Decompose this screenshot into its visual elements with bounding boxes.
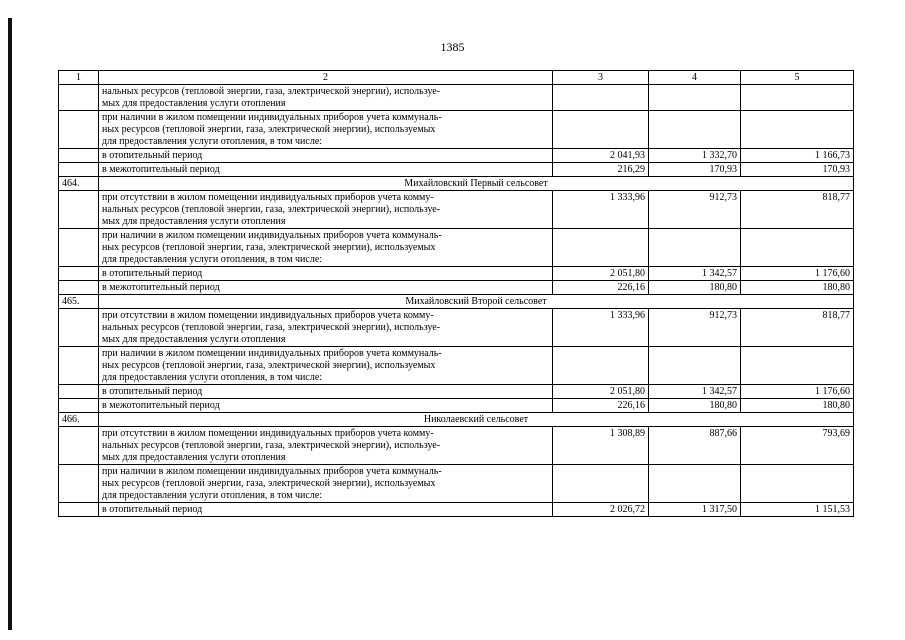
value-col-5: 170,93 bbox=[741, 163, 854, 177]
description-row bbox=[59, 465, 854, 503]
description-line: ных ресурсов (тепловой энергии, газа, электрической энергии), используемых bbox=[102, 124, 436, 135]
description-line: нальных ресурсов (тепловой энергии, газа, электрической энергии), используе- bbox=[102, 440, 441, 451]
description-line: при отсутствии в жилом помещении индивидуальных приборов учета комму- bbox=[102, 310, 434, 321]
tariff-table bbox=[58, 70, 854, 517]
value-col-5 bbox=[741, 465, 854, 503]
description-line: нальных ресурсов (тепловой энергии, газа, электрической энергии), используе- bbox=[102, 86, 441, 97]
description-line: в отопительный период bbox=[102, 504, 203, 515]
value-col-4 bbox=[649, 347, 741, 385]
value-col-4: 912,73 bbox=[649, 191, 741, 229]
description-line: при отсутствии в жилом помещении индивидуальных приборов учета комму- bbox=[102, 192, 434, 203]
value-col-3 bbox=[553, 347, 649, 385]
period-row bbox=[59, 149, 854, 163]
value-col-5 bbox=[741, 111, 854, 149]
description-line: мых для предоставления услуги отопления bbox=[102, 452, 286, 463]
row-number-cell bbox=[59, 309, 99, 347]
row-number-cell bbox=[59, 229, 99, 267]
period-row bbox=[59, 503, 854, 517]
row-description bbox=[99, 281, 553, 295]
value-col-4: 180,80 bbox=[649, 399, 741, 413]
description-line: мых для предоставления услуги отопления bbox=[102, 216, 286, 227]
region-row bbox=[59, 295, 854, 309]
row-description bbox=[99, 229, 553, 267]
value-col-4 bbox=[649, 465, 741, 503]
region-row bbox=[59, 413, 854, 427]
description-line: ных ресурсов (тепловой энергии, газа, электрической энергии), используемых bbox=[102, 242, 436, 253]
tariff-table-body bbox=[59, 71, 854, 517]
value-col-3: 2 026,72 bbox=[553, 503, 649, 517]
row-number-cell bbox=[59, 503, 99, 517]
description-line: при отсутствии в жилом помещении индивидуальных приборов учета комму- bbox=[102, 428, 434, 439]
row-description bbox=[99, 267, 553, 281]
value-col-3: 2 051,80 bbox=[553, 385, 649, 399]
row-description bbox=[99, 149, 553, 163]
row-description bbox=[99, 309, 553, 347]
description-line: при наличии в жилом помещении индивидуальных приборов учета коммуналь- bbox=[102, 466, 442, 477]
row-number-cell bbox=[59, 347, 99, 385]
row-number-cell bbox=[59, 281, 99, 295]
value-col-5 bbox=[741, 85, 854, 111]
value-col-5: 180,80 bbox=[741, 281, 854, 295]
row-number-cell bbox=[59, 399, 99, 413]
description-line: для предоставления услуги отопления, в том числе: bbox=[102, 372, 323, 383]
region-name: Михайловский Второй сельсовет bbox=[99, 295, 854, 309]
value-col-3: 226,16 bbox=[553, 399, 649, 413]
row-description bbox=[99, 85, 553, 111]
value-col-3: 216,29 bbox=[553, 163, 649, 177]
description-line: при наличии в жилом помещении индивидуальных приборов учета коммуналь- bbox=[102, 230, 442, 241]
table-header-row bbox=[59, 71, 854, 85]
description-line: в межотопительный период bbox=[102, 282, 220, 293]
row-number-cell bbox=[59, 163, 99, 177]
value-col-3 bbox=[553, 111, 649, 149]
period-row bbox=[59, 267, 854, 281]
value-col-5: 180,80 bbox=[741, 399, 854, 413]
value-col-5: 793,69 bbox=[741, 427, 854, 465]
value-col-3: 2 051,80 bbox=[553, 267, 649, 281]
value-col-5: 1 166,73 bbox=[741, 149, 854, 163]
column-header: 1 bbox=[59, 71, 99, 85]
description-line: в межотопительный период bbox=[102, 164, 220, 175]
description-row bbox=[59, 85, 854, 111]
description-line: при наличии в жилом помещении индивидуальных приборов учета коммуналь- bbox=[102, 348, 442, 359]
row-number-cell bbox=[59, 149, 99, 163]
description-line: в межотопительный период bbox=[102, 400, 220, 411]
region-number: 464. bbox=[59, 177, 99, 191]
value-col-4: 170,93 bbox=[649, 163, 741, 177]
row-description bbox=[99, 163, 553, 177]
value-col-3: 1 333,96 bbox=[553, 309, 649, 347]
row-description bbox=[99, 503, 553, 517]
period-row bbox=[59, 399, 854, 413]
description-line: для предоставления услуги отопления, в том числе: bbox=[102, 490, 323, 501]
region-row bbox=[59, 177, 854, 191]
description-line: в отопительный период bbox=[102, 268, 203, 279]
value-col-4: 912,73 bbox=[649, 309, 741, 347]
description-row bbox=[59, 229, 854, 267]
description-line: в отопительный период bbox=[102, 386, 203, 397]
description-line: мых для предоставления услуги отопления bbox=[102, 98, 286, 109]
value-col-5 bbox=[741, 347, 854, 385]
row-number-cell bbox=[59, 465, 99, 503]
value-col-3 bbox=[553, 229, 649, 267]
value-col-4: 1 342,57 bbox=[649, 267, 741, 281]
description-line: для предоставления услуги отопления, в том числе: bbox=[102, 254, 323, 265]
column-header: 4 bbox=[649, 71, 741, 85]
value-col-5: 818,77 bbox=[741, 191, 854, 229]
value-col-5: 1 176,60 bbox=[741, 267, 854, 281]
value-col-3: 2 041,93 bbox=[553, 149, 649, 163]
column-header: 2 bbox=[99, 71, 553, 85]
row-description bbox=[99, 347, 553, 385]
description-row bbox=[59, 347, 854, 385]
description-line: ных ресурсов (тепловой энергии, газа, электрической энергии), используемых bbox=[102, 478, 436, 489]
row-number-cell bbox=[59, 111, 99, 149]
value-col-4: 887,66 bbox=[649, 427, 741, 465]
description-line: нальных ресурсов (тепловой энергии, газа, электрической энергии), используе- bbox=[102, 204, 441, 215]
region-name: Николаевский сельсовет bbox=[99, 413, 854, 427]
value-col-4 bbox=[649, 111, 741, 149]
row-description bbox=[99, 111, 553, 149]
description-line: при наличии в жилом помещении индивидуальных приборов учета коммуналь- bbox=[102, 112, 442, 123]
period-row bbox=[59, 281, 854, 295]
value-col-4: 1 342,57 bbox=[649, 385, 741, 399]
row-description bbox=[99, 427, 553, 465]
value-col-3: 226,16 bbox=[553, 281, 649, 295]
row-description bbox=[99, 465, 553, 503]
description-line: в отопительный период bbox=[102, 150, 203, 161]
page-number: 1385 bbox=[440, 40, 465, 54]
period-row bbox=[59, 385, 854, 399]
description-line: ных ресурсов (тепловой энергии, газа, электрической энергии), используемых bbox=[102, 360, 436, 371]
region-number: 466. bbox=[59, 413, 99, 427]
description-line: мых для предоставления услуги отопления bbox=[102, 334, 286, 345]
column-header: 3 bbox=[553, 71, 649, 85]
value-col-4 bbox=[649, 85, 741, 111]
row-number-cell bbox=[59, 385, 99, 399]
row-description bbox=[99, 191, 553, 229]
description-line: нальных ресурсов (тепловой энергии, газа, электрической энергии), используе- bbox=[102, 322, 441, 333]
description-row bbox=[59, 191, 854, 229]
period-row bbox=[59, 163, 854, 177]
column-header: 5 bbox=[741, 71, 854, 85]
description-line: для предоставления услуги отопления, в том числе: bbox=[102, 136, 323, 147]
description-row bbox=[59, 427, 854, 465]
value-col-3: 1 308,89 bbox=[553, 427, 649, 465]
value-col-4: 1 332,70 bbox=[649, 149, 741, 163]
region-number: 465. bbox=[59, 295, 99, 309]
value-col-5: 818,77 bbox=[741, 309, 854, 347]
row-number-cell bbox=[59, 191, 99, 229]
value-col-3: 1 333,96 bbox=[553, 191, 649, 229]
value-col-5 bbox=[741, 229, 854, 267]
value-col-4: 180,80 bbox=[649, 281, 741, 295]
row-description bbox=[99, 399, 553, 413]
row-description bbox=[99, 385, 553, 399]
value-col-3 bbox=[553, 85, 649, 111]
value-col-5: 1 151,53 bbox=[741, 503, 854, 517]
description-row bbox=[59, 309, 854, 347]
row-number-cell bbox=[59, 85, 99, 111]
value-col-3 bbox=[553, 465, 649, 503]
value-col-4: 1 317,50 bbox=[649, 503, 741, 517]
row-number-cell bbox=[59, 427, 99, 465]
value-col-5: 1 176,60 bbox=[741, 385, 854, 399]
row-number-cell bbox=[59, 267, 99, 281]
description-row bbox=[59, 111, 854, 149]
value-col-4 bbox=[649, 229, 741, 267]
scan-margin-bar bbox=[8, 18, 12, 630]
region-name: Михайловский Первый сельсовет bbox=[99, 177, 854, 191]
